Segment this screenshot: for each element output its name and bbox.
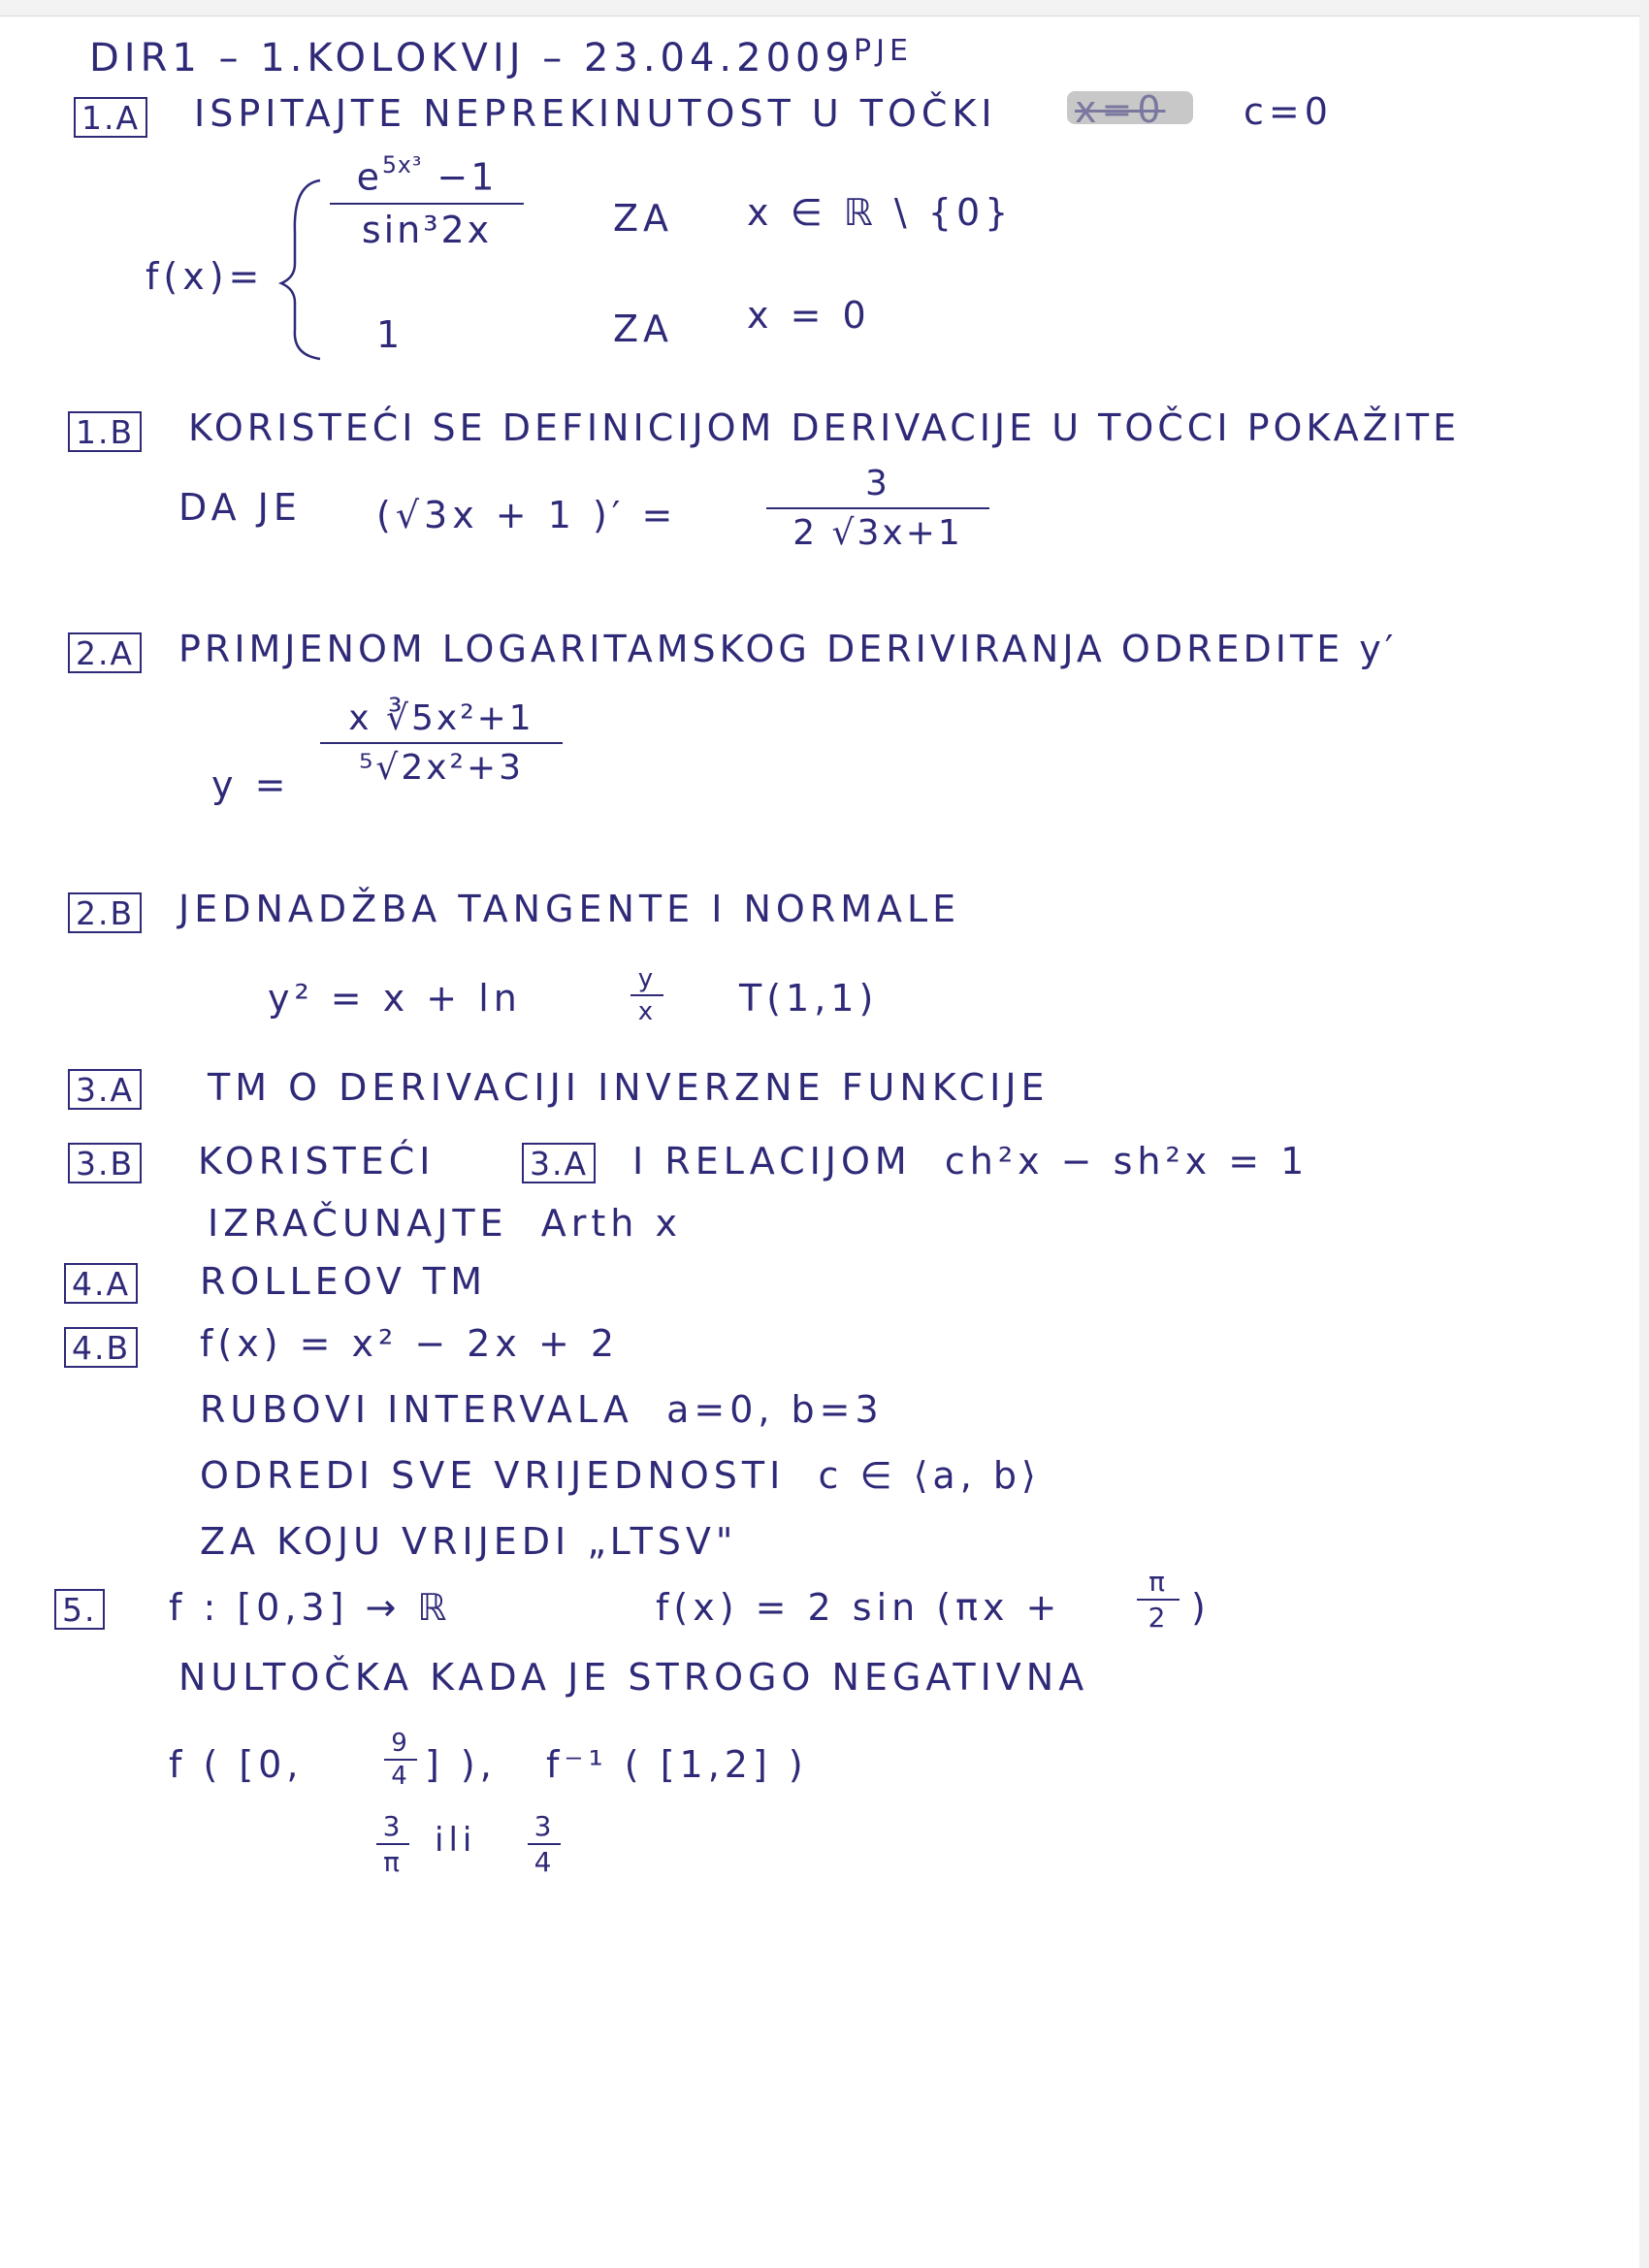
problem-2b-text: JEDNADŽBA TANGENTE I NORMALE <box>178 888 961 930</box>
problem-2b-frac-denominator: x <box>637 997 657 1026</box>
problem-2b-point: T(1,1) <box>739 977 879 1020</box>
problem-2a-text: PRIMJENOM LOGARITAMSKOG DERIVIRANJA ODREDITE y′ <box>178 628 1398 670</box>
problem-2a-lhs: y = <box>211 763 291 806</box>
problem-2b-frac-bar <box>630 994 663 996</box>
case2-za: ZA <box>613 308 674 350</box>
problem-5-function: f(x) = 2 sin (πx + <box>656 1586 1062 1629</box>
problem-5-interval-bar <box>384 1759 417 1761</box>
problem-5-interval-fraction <box>384 1729 417 1791</box>
crossed-out-text: x=0 <box>1075 88 1166 131</box>
problem-3b-reference: 3.A <box>522 1143 596 1183</box>
problem-1b-text2: DA JE <box>178 486 302 529</box>
note-fraction-1-den: π <box>383 1846 403 1878</box>
case1-numerator-rest: −1 <box>422 155 498 199</box>
problem-tag-2b: 2.B <box>68 892 142 933</box>
problem-tag-3a: 3.A <box>68 1069 142 1110</box>
problem-5-phase-bar <box>1137 1599 1180 1601</box>
problem-tag-5: 5. <box>54 1589 105 1630</box>
problem-1b-fraction <box>766 464 989 553</box>
case1-za: ZA <box>613 197 674 240</box>
problem-2a-fraction <box>320 698 563 788</box>
problem-5-phase-fraction <box>1137 1566 1180 1634</box>
exam-title: DIR1 – 1.KOLOKVIJ – 23.04.2009 <box>89 36 855 81</box>
problem-2a-denominator: ⁵√2x²+3 <box>358 748 525 788</box>
note-fraction-2-den: 4 <box>534 1846 555 1878</box>
problem-5-phase-denominator: 2 <box>1148 1602 1169 1634</box>
case2-value: 1 <box>376 313 405 356</box>
problem-2a-numerator: x ∛5x²+1 <box>348 698 534 738</box>
problem-1b-lhs: (√3x + 1 )′ = <box>376 494 678 536</box>
case1-denominator: sin³2x <box>361 208 493 251</box>
case1-fraction-bar <box>330 203 524 205</box>
problem-5-phase-numerator: π <box>1148 1566 1168 1598</box>
note-fraction-2-bar <box>528 1843 561 1845</box>
problem-4b-line4: ZA KOJU VRIJEDI „LTSV" <box>200 1520 738 1563</box>
problem-1a-point: c=0 <box>1244 90 1333 133</box>
problem-tag-4a: 4.A <box>64 1263 138 1304</box>
problem-1b-denominator: 2 √3x+1 <box>792 513 963 553</box>
problem-3b-text-a: KORISTEĆI <box>198 1140 436 1183</box>
problem-4b-line2: RUBOVI INTERVALA a=0, b=3 <box>200 1388 884 1431</box>
problem-2b-frac-numerator: y <box>637 964 657 993</box>
problem-tag-2a: 2.A <box>68 632 142 673</box>
exam-note: PJE <box>854 34 913 68</box>
problem-5-line3a: f ( [0, <box>169 1743 304 1786</box>
problem-5-line2: NULTOČKA KADA JE STROGO NEGATIVNA <box>178 1656 1089 1699</box>
function-lhs: f(x)= <box>146 255 265 298</box>
problem-2b-equation: y² = x + ln <box>268 977 522 1020</box>
note-fraction-1 <box>376 1810 409 1878</box>
problem-3a-text: TM O DERIVACIJI INVERZNE FUNKCIJE <box>208 1066 1050 1109</box>
case1-condition: x ∈ ℝ \ {0} <box>747 191 1014 234</box>
problem-tag-1a: 1.A <box>74 97 147 138</box>
problem-5-interval-denominator: 4 <box>391 1762 410 1791</box>
case1-numerator-base: e <box>356 155 382 199</box>
note-fraction-1-bar <box>376 1843 409 1845</box>
problem-tag-1b: 1.B <box>68 411 142 452</box>
problem-tag-4b: 4.B <box>64 1327 138 1368</box>
problem-4a-text: ROLLEOV TM <box>200 1260 487 1303</box>
problem-1a-text: ISPITAJTE NEPREKINUTOST U TOČKI <box>194 92 997 135</box>
problem-4b-line3: ODREDI SVE VRIJEDNOSTI c ∈ ⟨a, b⟩ <box>200 1454 1041 1497</box>
problem-1b-text: KORISTEĆI SE DEFINICIJOM DERIVACIJE U TOČCI POKAŽITE <box>188 406 1461 449</box>
problem-3b-text2: IZRAČUNAJTE Arth x <box>208 1202 682 1245</box>
problem-1b-numerator: 3 <box>865 464 890 503</box>
problem-3b-text-b: I RELACIJOM ch²x − sh²x = 1 <box>632 1140 1310 1183</box>
case1-fraction <box>330 151 524 251</box>
note-fraction-2 <box>528 1810 561 1878</box>
problem-5-interval-numerator: 9 <box>391 1729 410 1758</box>
note-fraction-1-num: 3 <box>382 1810 404 1842</box>
problem-2b-fraction <box>630 964 663 1026</box>
problem-2a-fraction-bar <box>320 742 563 744</box>
problem-4b-line1: f(x) = x² − 2x + 2 <box>200 1322 620 1365</box>
case1-numerator-exponent: 5x³ <box>381 151 423 178</box>
case2-condition: x = 0 <box>747 294 871 337</box>
problem-5-domain: f : [0,3] → ℝ <box>169 1586 452 1629</box>
note-fraction-2-num: 3 <box>534 1810 555 1842</box>
problem-5-close-paren: ) <box>1191 1586 1211 1629</box>
note-ili: ili <box>435 1821 477 1860</box>
problem-5-line3b: ] ), f⁻¹ ( [1,2] ) <box>425 1743 808 1786</box>
case1-numerator <box>330 151 524 199</box>
problem-tag-3b: 3.B <box>68 1143 142 1183</box>
problem-1b-fraction-bar <box>766 507 989 509</box>
